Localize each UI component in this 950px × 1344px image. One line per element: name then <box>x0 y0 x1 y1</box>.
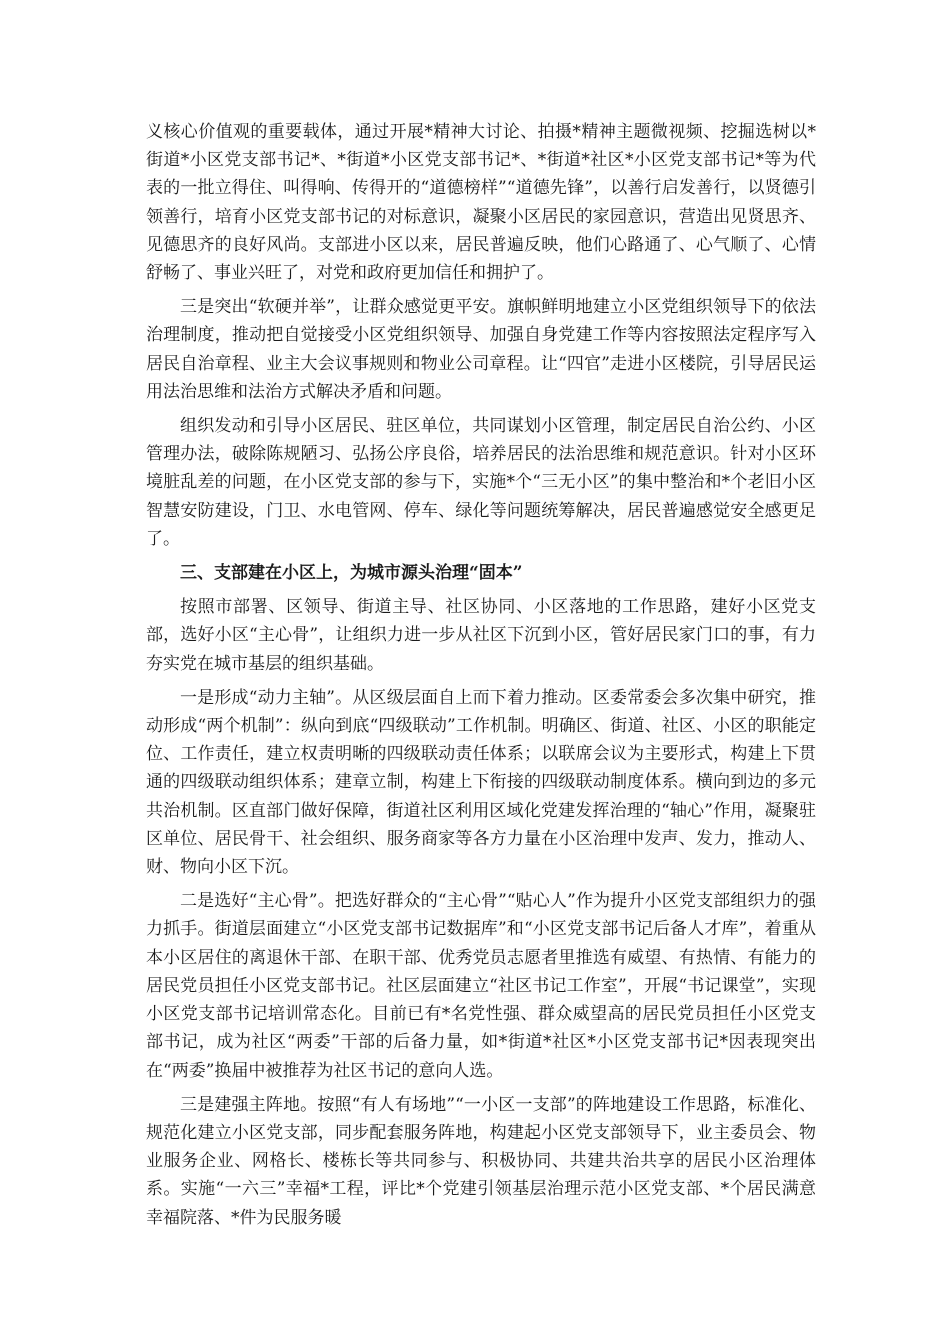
paragraph-core-values: 义核心价值观的重要载体，通过开展*精神大讨论、拍摄*精神主题微视频、挖掘选树以*街道*小区党支部书记*、*街道*小区党支部书记*、*街道*社区*小区党支部书记*等为代表的一批立得住、叫得响、传得开的“道德榜样”“道德先锋”，以善行启发善行，以贤德引领善行，培育小区党支部书记的对标意识，凝聚小区居民的家园意识，营造出见贤思齐、见德思齐的良好风尚。支部进小区以来，居民普遍反映，他们心路通了、心气顺了、心情舒畅了、事业兴旺了，对党和政府更加信任和拥护了。 <box>146 122 816 284</box>
section-heading-three: 三、支部建在小区上，为城市源头治理“固本” <box>180 563 523 584</box>
paragraph-main-position: 三是建强主阵地。按照“有人有场地”“一小区一支部”的阵地建设工作思路，标准化、规范化建立小区党支部，同步配套服务阵地，构建起小区党支部领导下，业主委员会、物业服务企业、网格长、楼栋长等共同参与、积极协同、共建共治共享的居民小区治理体系。实施“一六三”幸福*工程，评比*个党建引领基层治理示范小区党支部、*个居民满意幸福院落、*件为民服务暖 <box>146 1094 816 1228</box>
paragraph-power-axis: 一是形成“动力主轴”。从区级层面自上而下着力推动。区委常委会多次集中研究，推动形成“两个机制”：纵向到底“四级联动”工作机制。明确区、街道、社区、小区的职能定位、工作责任，建立权责明晰的四级联动责任体系；以联席会议为主要形式，构建上下贯通的四级联动组织体系；建章立制，构建上下衔接的四级联动制度体系。横向到边的多元共治机制。区直部门做好保障，街道社区利用区域化党建发挥治理的“轴心”作用，凝聚驻区单位、居民骨干、社会组织、服务商家等各方力量在小区治理中发声、发力，推动人、财、物向小区下沉。 <box>146 687 816 878</box>
paragraph-work-plan: 按照市部署、区领导、街道主导、社区协同、小区落地的工作思路，建好小区党支部，选好小区“主心骨”，让组织力进一步从社区下沉到小区，管好居民家门口的事，有力夯实党在城市基层的组织基础。 <box>146 597 816 674</box>
paragraph-organize-residents: 组织发动和引导小区居民、驻区单位，共同谋划小区管理，制定居民自治公约、小区管理办法，破除陈规陋习、弘扬公序良俗，培养居民的法治思维和规范意识。针对小区环境脏乱差的问题，在小区党支部的参与下，实施*个“三无小区”的集中整治和*个老旧小区智慧安防建设，门卫、水电管网、停车、绿化等问题统筹解决，居民普遍感觉安全感更足了。 <box>146 416 816 549</box>
paragraph-backbone: 二是选好“主心骨”。把选好群众的“主心骨”“贴心人”作为提升小区党支部组织力的强力抓手。街道层面建立“小区党支部书记数据库”和“小区党支部书记后备人才库”，着重从本小区居住的离退休干部、在职干部、优秀党员志愿者里推选有威望、有热情、有能力的居民党员担任小区党支部书记。社区层面建立“社区书记工作室”，开展“书记课堂”，实现小区党支部书记培训常态化。目前已有*名党性强、群众威望高的居民党员担任小区党支部书记，成为社区“两委”干部的后备力量，如*街道*社区*小区党支部书记*因表现突出在“两委”换届中被推荐为社区书记的意向人选。 <box>146 891 816 1081</box>
document-body <box>146 118 816 1238</box>
paragraph-soft-hard: 三是突出“软硬并举”，让群众感觉更平安。旗帜鲜明地建立小区党组织领导下的依法治理制度，推动把自觉接受小区党组织领导、加强自身党建工作等内容按照法定程序写入居民自治章程、业主大会议事规则和物业公司章程。让“四官”走进小区楼院，引导居民运用法治思维和法治方式解决矛盾和问题。 <box>146 297 816 402</box>
